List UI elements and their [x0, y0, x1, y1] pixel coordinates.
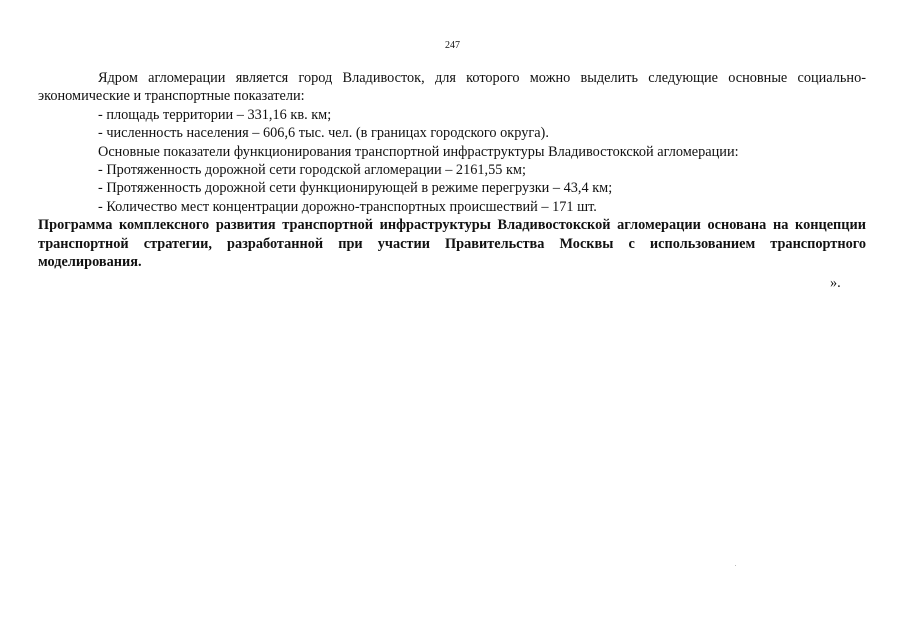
list-item-accident-spots: - Количество мест концентрации дорожно-транспортных происшествий – 171 шт.	[98, 198, 597, 215]
scan-speck	[735, 565, 736, 566]
list-item-overloaded-network: - Протяженность дорожной сети функционирующей в режиме перегрузки – 43,4 км;	[98, 180, 613, 197]
conclusion-paragraph: Программа комплексного развития транспортной инфраструктуры Владивостокской агломерации основана на концепции транспортной стратегии, разработанной при участии Правительства Москвы с использованием транспортного моделирования.	[38, 217, 866, 271]
list-item-population: - численность населения – 606,6 тыс. чел. (в границах городского округа).	[98, 125, 549, 142]
intro-paragraph: Ядром агломерации является город Владивосток, для которого можно выделить следующие основные социально-экономические и транспортные показатели:	[38, 70, 866, 105]
list-item-road-network: - Протяженность дорожной сети городской агломерации – 2161,55 км;	[98, 162, 526, 179]
transport-heading: Основные показатели функционирования транспортной инфраструктуры Владивостокской агломерации:	[98, 143, 739, 160]
closing-quote: ».	[830, 275, 841, 291]
list-item-area: - площадь территории – 331,16 кв. км;	[98, 106, 332, 123]
document-body	[38, 69, 866, 271]
page-number: 247	[445, 40, 460, 51]
